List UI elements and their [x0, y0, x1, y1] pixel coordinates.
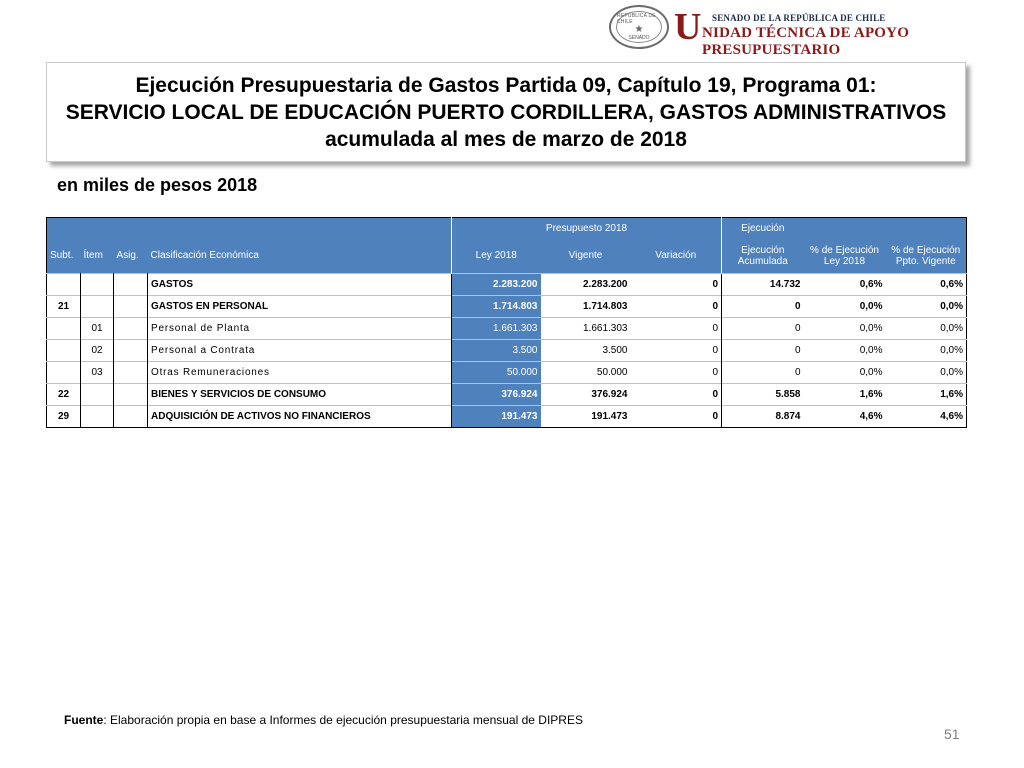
cell-item: 03 — [81, 362, 114, 384]
col-pct-vig-line1: % de Ejecución — [891, 244, 961, 256]
seal-bottom-text: SENADO — [628, 35, 650, 41]
cell-pct-vig: 0,0% — [886, 340, 967, 362]
cell-ley: 2.283.200 — [452, 274, 541, 296]
col-vigente: Vigente — [541, 238, 631, 274]
col-pct-ley-line1: % de Ejecución — [810, 244, 879, 256]
col-pct-ley — [804, 238, 886, 274]
seal-inner-ring — [616, 11, 662, 43]
cell-asig — [114, 406, 148, 428]
table-row — [47, 296, 967, 318]
cell-subt — [47, 340, 81, 362]
cell-pct-ley: 0,0% — [804, 296, 886, 318]
header-row-1 — [47, 218, 967, 239]
cell-pct-ley: 0,0% — [804, 340, 886, 362]
cell-ley: 1.714.803 — [452, 296, 541, 318]
col-clasif: Clasificación Económica — [148, 238, 452, 274]
cell-subt: 22 — [47, 384, 81, 406]
header-row-2 — [47, 238, 967, 274]
col-ley: Ley 2018 — [452, 238, 541, 274]
cell-clasif: BIENES Y SERVICIOS DE CONSUMO — [148, 384, 452, 406]
cell-pct-ley: 0,0% — [804, 318, 886, 340]
cell-ejec: 0 — [722, 362, 804, 384]
brand-subtitle: SENADO DE LA REPÚBLICA DE CHILE — [712, 13, 886, 23]
units-label: en miles de pesos 2018 — [57, 175, 258, 195]
cell-item — [81, 406, 114, 428]
cell-pct-vig: 4,6% — [886, 406, 967, 428]
cell-subt — [47, 318, 81, 340]
col-item: Ítem — [81, 238, 114, 274]
cell-asig — [114, 384, 148, 406]
col-subt: Subt. — [47, 238, 81, 274]
senado-seal-logo — [609, 5, 669, 49]
cell-ejec: 5.858 — [722, 384, 804, 406]
cell-variacion: 0 — [631, 296, 722, 318]
cell-variacion: 0 — [631, 384, 722, 406]
col-pct-vig — [886, 238, 967, 274]
table-row — [47, 362, 967, 384]
table-row — [47, 384, 967, 406]
brand-initial: U — [674, 6, 702, 48]
col-variacion: Variación — [631, 238, 722, 274]
cell-subt: 21 — [47, 296, 81, 318]
cell-pct-ley: 4,6% — [804, 406, 886, 428]
cell-subt — [47, 362, 81, 384]
cell-item — [81, 274, 114, 296]
cell-ley: 50.000 — [452, 362, 541, 384]
cell-ejec: 8.874 — [722, 406, 804, 428]
source-footnote — [64, 713, 583, 727]
cell-clasif: Personal a Contrata — [148, 340, 452, 362]
cell-variacion: 0 — [631, 406, 722, 428]
cell-vigente: 3.500 — [541, 340, 631, 362]
cell-ejec: 0 — [722, 318, 804, 340]
cell-ley: 191.473 — [452, 406, 541, 428]
cell-clasif: ADQUISICIÓN DE ACTIVOS NO FINANCIEROS — [148, 406, 452, 428]
cell-item — [81, 296, 114, 318]
col-ejec-acum-line2: Acumulada — [737, 255, 788, 267]
cell-ley: 3.500 — [452, 340, 541, 362]
table-row — [47, 318, 967, 340]
source-text: : Elaboración propia en base a Informes de ejecución presupuestaria mensual de DIPRES — [103, 713, 583, 727]
cell-variacion: 0 — [631, 318, 722, 340]
cell-clasif: GASTOS EN PERSONAL — [148, 296, 452, 318]
col-ejec-acum-line1: Ejecución — [741, 244, 785, 256]
cell-vigente: 191.473 — [541, 406, 631, 428]
source-label: Fuente — [64, 713, 104, 727]
seal-top-text: REPÚBLICA DE CHILE — [617, 13, 656, 25]
cell-asig — [114, 362, 148, 384]
cell-asig — [114, 318, 148, 340]
title-box — [46, 62, 966, 162]
col-pct-vig-line2: Ppto. Vigente — [895, 255, 956, 267]
cell-vigente: 376.924 — [541, 384, 631, 406]
col-ejec-acum — [722, 238, 804, 274]
cell-ejec: 0 — [722, 340, 804, 362]
cell-pct-ley: 1,6% — [804, 384, 886, 406]
group-ejecucion: Ejecución — [722, 218, 804, 239]
cell-variacion: 0 — [631, 274, 722, 296]
cell-subt: 29 — [47, 406, 81, 428]
cell-pct-vig: 0,0% — [886, 296, 967, 318]
cell-pct-ley: 0,6% — [804, 274, 886, 296]
cell-clasif: Personal de Planta — [148, 318, 452, 340]
cell-vigente: 50.000 — [541, 362, 631, 384]
cell-pct-vig: 0,0% — [886, 318, 967, 340]
cell-item: 01 — [81, 318, 114, 340]
cell-asig — [114, 296, 148, 318]
table-row — [47, 406, 967, 428]
table-row — [47, 340, 967, 362]
cell-asig — [114, 340, 148, 362]
cell-item: 02 — [81, 340, 114, 362]
title-line-2: SERVICIO LOCAL DE EDUCACIÓN PUERTO CORDILLERA, GASTOS ADMINISTRATIVOS — [65, 100, 947, 124]
cell-ley: 1.661.303 — [452, 318, 541, 340]
col-asig: Asig. — [114, 238, 148, 274]
col-pct-ley-line2: Ley 2018 — [823, 255, 866, 267]
cell-subt — [47, 274, 81, 296]
brand-name: NIDAD TÉCNICA DE APOYO PRESUPUESTARIO — [702, 25, 910, 58]
budget-table — [46, 217, 967, 428]
title-line-3: acumulada al mes de marzo de 2018 — [325, 127, 687, 151]
cell-item — [81, 384, 114, 406]
group-presupuesto: Presupuesto 2018 — [452, 218, 722, 239]
cell-pct-vig: 1,6% — [886, 384, 967, 406]
cell-asig — [114, 274, 148, 296]
title-line-1: Ejecución Presupuestaria de Gastos Partida 09, Capítulo 19, Programa 01: — [135, 73, 877, 97]
cell-clasif: Otras Remuneraciones — [148, 362, 452, 384]
cell-pct-ley: 0,0% — [804, 362, 886, 384]
cell-ley: 376.924 — [452, 384, 541, 406]
cell-variacion: 0 — [631, 340, 722, 362]
cell-pct-vig: 0,0% — [886, 362, 967, 384]
cell-vigente: 1.661.303 — [541, 318, 631, 340]
cell-variacion: 0 — [631, 362, 722, 384]
cell-vigente: 1.714.803 — [541, 296, 631, 318]
table-row — [47, 274, 967, 296]
page-number: 51 — [944, 726, 960, 742]
cell-ejec: 14.732 — [722, 274, 804, 296]
star-icon: ★ — [634, 24, 644, 35]
cell-vigente: 2.283.200 — [541, 274, 631, 296]
cell-pct-vig: 0,6% — [886, 274, 967, 296]
cell-ejec: 0 — [722, 296, 804, 318]
cell-clasif: GASTOS — [148, 274, 452, 296]
